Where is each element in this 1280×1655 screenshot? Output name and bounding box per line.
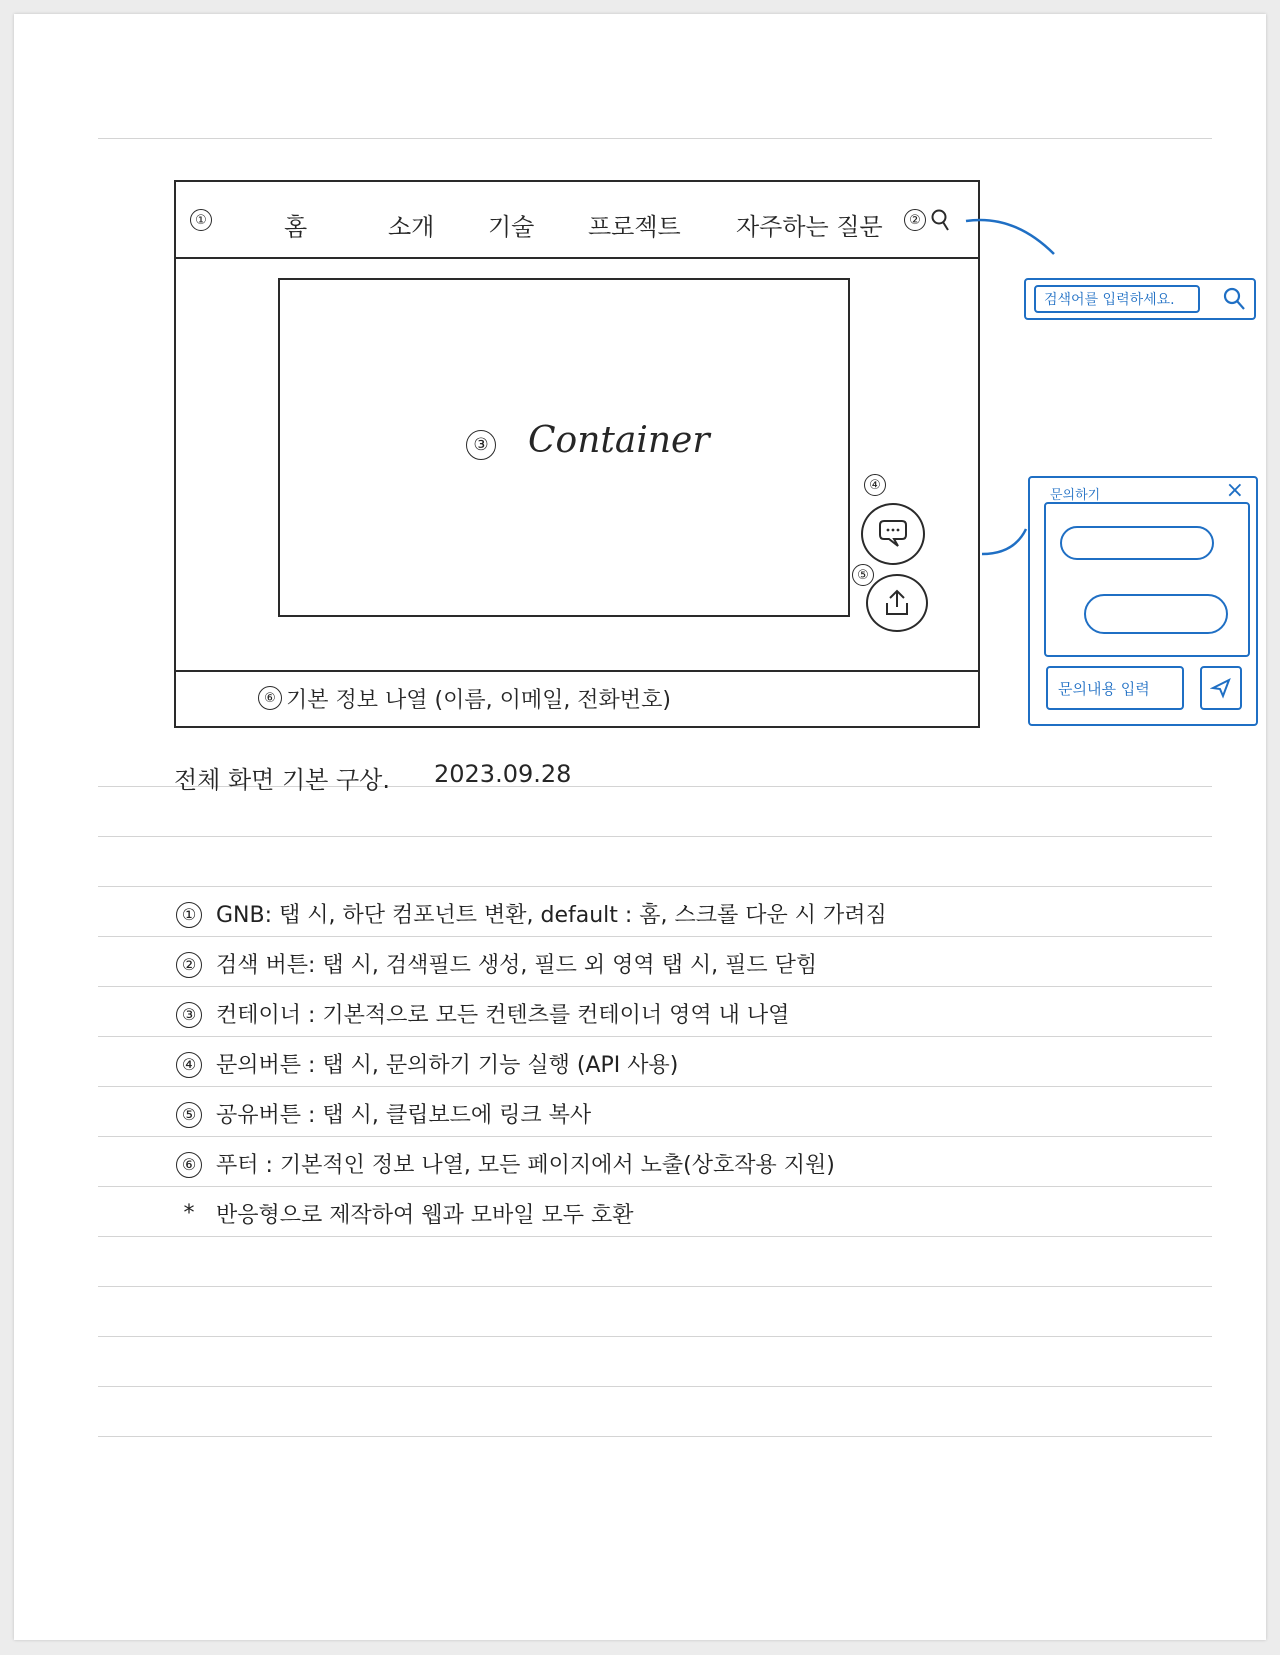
note-marker: ① — [176, 902, 202, 928]
rule-line — [98, 986, 1212, 987]
send-icon — [1210, 677, 1232, 699]
rule-line — [98, 836, 1212, 837]
note-marker: ④ — [176, 1052, 202, 1078]
rule-line — [98, 1236, 1212, 1237]
chat-bubble-incoming — [1060, 526, 1214, 560]
marker-5: ⑤ — [852, 564, 874, 586]
rule-line — [98, 886, 1212, 887]
note-line-5 — [176, 1098, 591, 1129]
note-text: 공유버튼 : 탭 시, 클립보드에 링크 복사 — [216, 1103, 592, 1128]
container-label: Container — [528, 420, 710, 461]
chat-message-area — [1044, 502, 1250, 657]
nav-item-tech[interactable]: 기술 — [488, 213, 535, 241]
note-line-3 — [176, 998, 789, 1029]
marker-4: ④ — [864, 474, 886, 496]
rule-line — [98, 1136, 1212, 1137]
chat-input-placeholder: 문의내용 입력 — [1058, 679, 1150, 698]
rule-line — [98, 1386, 1212, 1387]
footer-text: 기본 정보 나열 (이름, 이메일, 전화번호) — [286, 688, 671, 713]
notebook-page — [14, 14, 1266, 1640]
rule-line — [98, 1286, 1212, 1287]
note-marker: ⑥ — [176, 1152, 202, 1178]
chat-popup-title: 문의하기 — [1050, 488, 1101, 503]
send-button[interactable] — [1200, 666, 1242, 710]
chat-popup-callout — [1028, 476, 1258, 726]
chat-bubble-outgoing — [1084, 594, 1228, 634]
nav-item-project[interactable]: 프로젝트 — [588, 213, 681, 241]
nav-item-about[interactable]: 소개 — [388, 213, 435, 241]
caption-date: 2023.09.28 — [434, 760, 572, 788]
marker-1: ① — [190, 209, 212, 231]
caption-title: 전체 화면 기본 구상. — [174, 766, 390, 794]
note-text: 푸터 : 기본적인 정보 나열, 모든 페이지에서 노출(상호작용 지원) — [216, 1153, 835, 1178]
search-field-callout — [1024, 278, 1256, 320]
chat-input[interactable] — [1046, 666, 1184, 710]
rule-line — [98, 1086, 1212, 1087]
note-line-1 — [176, 898, 887, 929]
rule-line — [98, 1186, 1212, 1187]
note-marker: ② — [176, 952, 202, 978]
note-text: 검색 버튼: 탭 시, 검색필드 생성, 필드 외 영역 탭 시, 필드 닫힘 — [216, 953, 818, 978]
note-text: 반응형으로 제작하여 웹과 모바일 모두 호환 — [216, 1203, 634, 1228]
marker-3: ③ — [466, 430, 496, 460]
note-text: 컨테이너 : 기본적으로 모든 컨텐츠를 컨테이너 영역 내 나열 — [216, 1003, 790, 1028]
search-input[interactable] — [1034, 285, 1200, 313]
note-line-6 — [176, 1148, 835, 1179]
asterisk-marker: * — [183, 1201, 195, 1226]
marker-6: ⑥ — [258, 686, 282, 710]
note-line-7 — [176, 1198, 634, 1229]
note-text: 문의버튼 : 탭 시, 문의하기 기능 실행 (API 사용) — [216, 1053, 679, 1078]
search-placeholder: 검색어를 입력하세요. — [1044, 292, 1175, 308]
rule-line — [98, 1436, 1212, 1437]
nav-item-home[interactable]: 홈 — [284, 213, 308, 241]
note-marker: ③ — [176, 1002, 202, 1028]
rule-line — [98, 1036, 1212, 1037]
close-icon[interactable]: × — [1225, 478, 1244, 503]
note-line-2 — [176, 948, 817, 979]
note-line-4 — [176, 1048, 678, 1079]
nav-item-faq[interactable]: 자주하는 질문 — [736, 213, 883, 241]
marker-2: ② — [904, 209, 926, 231]
rule-line — [98, 1336, 1212, 1337]
note-text: GNB: 탭 시, 하단 컴포넌트 변환, default : 홈, 스크롤 다운 시 가려짐 — [216, 903, 887, 928]
note-marker: ⑤ — [176, 1102, 202, 1128]
search-icon[interactable] — [1222, 286, 1248, 314]
rule-line — [98, 936, 1212, 937]
